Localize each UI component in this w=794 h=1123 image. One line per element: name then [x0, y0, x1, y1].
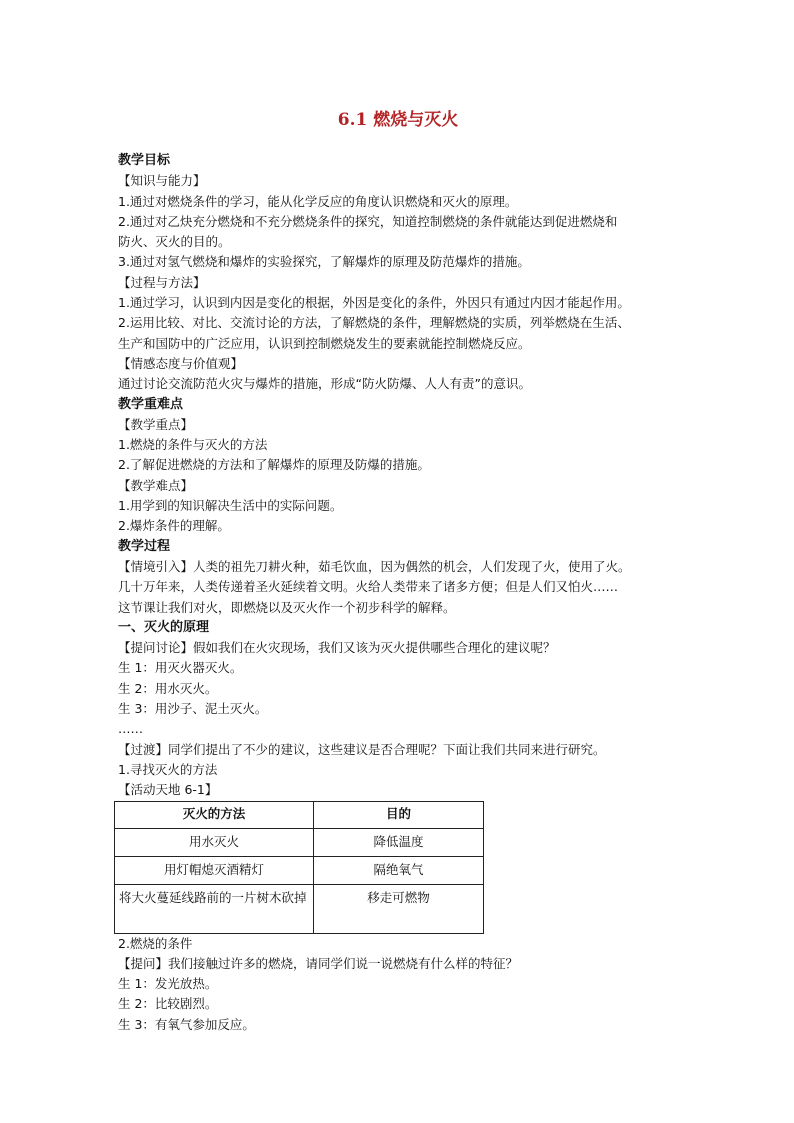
- table-cell: 隔绝氧气: [314, 856, 484, 884]
- heading-goals: 教学目标: [118, 153, 171, 168]
- difficult-item-2: 2.爆炸条件的理解。: [118, 518, 230, 534]
- subheading-difficult: 【教学难点】: [118, 477, 194, 493]
- table-header-row: [115, 801, 484, 828]
- student-answer-2: 生 2：用水灭火。: [118, 680, 218, 696]
- heading-procedure: 教学过程: [118, 538, 171, 554]
- student-answer-feature-2: 生 2：比较剧烈。: [118, 996, 218, 1012]
- student-answer-1: 生 1：用灭火器灭火。: [118, 660, 243, 676]
- table-header: 目的: [314, 801, 484, 828]
- student-answer-feature-3: 生 3：有氧气参加反应。: [118, 1016, 255, 1032]
- conditions-heading: 2.燃烧的条件: [118, 935, 193, 951]
- fire-methods-table: [114, 801, 484, 934]
- emotion-item-1: 通过讨论交流防范火灾与爆炸的措施，形成“防火防爆、人人有责”的意识。: [118, 376, 531, 392]
- process-item-2-line-1: 2.运用比较、对比、交流讨论的方法，了解燃烧的条件，理解燃烧的实质，列举燃烧在生活、: [118, 315, 630, 331]
- student-answer-3: 生 3：用沙子、泥土灭火。: [118, 701, 268, 717]
- table-cell: 移走可燃物: [314, 884, 484, 933]
- table-cell: 降低温度: [314, 828, 484, 856]
- transition: 【过渡】同学们提出了不少的建议，这些建议是否合理呢？下面让我们共同来进行研究。: [118, 741, 606, 757]
- process-item-1: 1.通过学习，认识到内因是变化的根据，外因是变化的条件，外因只有通过内因才能起作用。: [118, 295, 630, 311]
- knowledge-item-2-line-2: 防火、灭火的目的。: [118, 234, 231, 250]
- knowledge-item-3: 3.通过对氢气燃烧和爆炸的实验探究，了解爆炸的原理及防范爆炸的措施。: [118, 254, 530, 270]
- intro-line-2: 几十万年来，人类传递着圣火延续着文明。火给人类带来了诸多方便；但是人们又怕火……: [118, 579, 619, 595]
- intro-line-3: 这节课让我们对火，即燃烧以及灭火作一个初步科学的解释。: [118, 599, 456, 615]
- table-row: [115, 856, 484, 884]
- find-methods: 1.寻找灭火的方法: [118, 761, 218, 777]
- heading-key-points: 教学重难点: [118, 396, 184, 412]
- heading-part-1: 一、灭火的原理: [118, 619, 210, 635]
- table-header: 灭火的方法: [115, 801, 314, 828]
- process-item-2-line-2: 生产和国防中的广泛应用，认识到控制燃烧发生的要素就能控制燃烧反应。: [118, 335, 531, 351]
- table-row: [115, 828, 484, 856]
- student-answer-feature-1: 生 1：发光放热。: [118, 976, 218, 992]
- document-body: [118, 151, 678, 1035]
- table-row: [115, 884, 484, 933]
- question-features: 【提问】我们接触过许多的燃烧，请同学们说一说燃烧有什么样的特征？: [118, 955, 519, 971]
- page-title: 6.1 燃烧与灭火: [337, 110, 459, 130]
- subheading-key: 【教学重点】: [118, 416, 194, 432]
- subheading-emotion: 【情感态度与价值观】: [118, 355, 244, 371]
- key-item-1: 1.燃烧的条件与灭火的方法: [118, 437, 268, 453]
- activity-label: 【活动天地 6-1】: [118, 782, 218, 798]
- intro-line-1: 【情境引入】人类的祖先刀耕火种，茹毛饮血，因为偶然的机会，人们发现了火，使用了火。: [118, 558, 631, 574]
- subheading-knowledge: 【知识与能力】: [118, 173, 206, 189]
- table-cell: 将大火蔓延线路前的一片树木砍掉: [115, 884, 314, 933]
- knowledge-item-2-line-1: 2.通过对乙炔充分燃烧和不充分燃烧条件的探究，知道控制燃烧的条件就能达到促进燃烧和: [118, 213, 618, 229]
- subheading-process: 【过程与方法】: [118, 274, 206, 290]
- ellipsis: ……: [118, 721, 143, 737]
- question-discussion: 【提问讨论】假如我们在火灾现场，我们又该为灭火提供哪些合理化的建议呢？: [118, 640, 556, 656]
- table-cell: 用水灭火: [115, 828, 314, 856]
- difficult-item-1: 1.用学到的知识解决生活中的实际问题。: [118, 498, 343, 514]
- knowledge-item-1: 1.通过对燃烧条件的学习，能从化学反应的角度认识燃烧和灭火的原理。: [118, 193, 518, 209]
- key-item-2: 2.了解促进燃烧的方法和了解爆炸的原理及防爆的措施。: [118, 457, 430, 473]
- table-cell: 用灯帽熄灭酒精灯: [115, 856, 314, 884]
